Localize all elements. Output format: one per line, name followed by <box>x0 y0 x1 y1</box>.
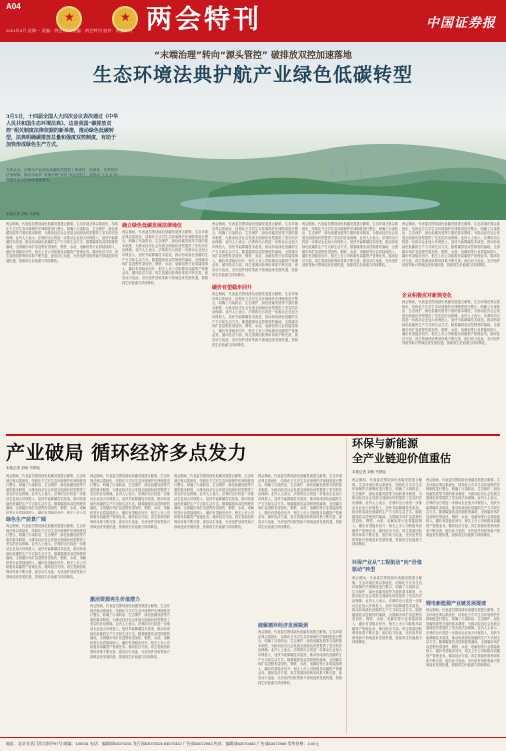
article2-subhead-2: 激活资源再生价值潜力 <box>90 597 141 603</box>
page-footer <box>0 737 506 751</box>
feature-body-col-4: 两会期间，代表委员围绕绿色低碳发展建言献策。生态环境法典以系统化、结构化方式对生态环境保护法律制度进行整合，明确了污染防治、生态保护、绿色低碳发展等方面的基本制度，为推动经济社会发展全面绿色转型提供了坚实的法治保障。业内人士表示，法典的出台将进一步推动企业加大环保投入，加快节能降碳技术改造，推动形成绿色低碳的生产方式和生活方式。随着碳排放双控制度的落地，全国碳市场扩容进程有望加快，钢铁、水泥、电解铝等行业将陆续纳入，碳价有望稳步回升，相关上市公司积极布局碳资产管理业务。循环经济方面，再生资源回收利用体系不断完善，废旧动力电池、光伏组件回收等新兴领域迎来发展机遇，资源再生价值潜力持续释放。 <box>402 222 500 268</box>
article3-body-3: 两会期间，代表委员围绕绿色低碳发展建言献策。生态环境法典以系统化、结构化方式对生态环境保护法律制度进行整合，明确了污染防治、生态保护、绿色低碳发展等方面的基本制度，为推动经济社会发展全面绿色转型提供了坚实的法治保障。业内人士表示，法典的出台将进一步推动企业加大环保投入，加快节能降碳技术改造，推动形成绿色低碳的生产方式和生活方式。随着碳排放双控制度的落地，全国碳市场扩容进程有望加快，钢铁、水泥、电解铝等行业将陆续纳入，碳价有望稳步回升，相关上市公司积极布局碳资产管理业务。循环经济方面，再生资源回收利用体系不断完善，废旧动力电池、光伏组件回收等新兴领域迎来发展机遇，资源再生价值潜力持续释放。 <box>426 478 500 538</box>
feature-body-col-2b: 两会期间，代表委员围绕绿色低碳发展建言献策。生态环境法典以系统化、结构化方式对生态环境保护法律制度进行整合，明确了污染防治、生态保护、绿色低碳发展等方面的基本制度，为推动经济社会发展全面绿色转型提供了坚实的法治保障。业内人士表示，法典的出台将进一步推动企业加大环保投入，加快节能降碳技术改造，推动形成绿色低碳的生产方式和生活方式。随着碳排放双控制度的落地，全国碳市场扩容进程有望加快，钢铁、水泥、电解铝等行业将陆续纳入，碳价有望稳步回升，相关上市公司积极布局碳资产管理业务。循环经济方面，再生资源回收利用体系不断完善，废旧动力电池、光伏组件回收等新兴领域迎来发展机遇，资源再生价值潜力持续释放。 <box>212 292 298 347</box>
feature-lead: 3月5日，十四届全国人大四次会议表决通过《中华人民共和国生态环境法典》。这是我国“碳排放双控”相关制度法律依据的新举措，推动绿色低碳转型，法典明确碳排放总量和强度双控制度，有助于加快形成绿色生产方式。 <box>6 114 118 148</box>
party-emblem-icon: ★ <box>112 6 138 32</box>
feature-subhead-3: 企业积极应对新规变化 <box>402 293 453 299</box>
feature-headline: 生态环境法典护航产业绿色低碳转型 <box>92 64 413 86</box>
article2-body-4: 两会期间，代表委员围绕绿色低碳发展建言献策。生态环境法典以系统化、结构化方式对生态环境保护法律制度进行整合，明确了污染防治、生态保护、绿色低碳发展等方面的基本制度，为推动经济社会发展全面绿色转型提供了坚实的法治保障。业内人士表示，法典的出台将进一步推动企业加大环保投入，加快节能降碳技术改造，推动形成绿色低碳的生产方式和生活方式。随着碳排放双控制度的落地，全国碳市场扩容进程有望加快，钢铁、水泥、电解铝等行业将陆续纳入，碳价有望稳步回升，相关上市公司积极布局碳资产管理业务。循环经济方面，再生资源回收利用体系不断完善，废旧动力电池、光伏组件回收等新兴领域迎来发展机遇，资源再生价值潜力持续释放。 <box>90 604 170 659</box>
article2-subhead-3: 破解循环经济发展瓶颈 <box>258 623 309 629</box>
article3-body-1: 两会期间，代表委员围绕绿色低碳发展建言献策。生态环境法典以系统化、结构化方式对生态环境保护法律制度进行整合，明确了污染防治、生态保护、绿色低碳发展等方面的基本制度，为推动经济社会发展全面绿色转型提供了坚实的法治保障。业内人士表示，法典的出台将进一步推动企业加大环保投入，加快节能降碳技术改造，推动形成绿色低碳的生产方式和生活方式。随着碳排放双控制度的落地，全国碳市场扩容进程有望加快，钢铁、水泥、电解铝等行业将陆续纳入，碳价有望稳步回升，相关上市公司积极布局碳资产管理业务。循环经济方面，再生资源回收利用体系不断完善，废旧动力电池、光伏组件回收等新兴领域迎来发展机遇，资源再生价值潜力持续释放。 <box>352 478 422 547</box>
feature-subhead-2: 碳价有望稳步回升 <box>212 285 253 291</box>
feature-subhead-1: 确立绿色低碳发展法律地位 <box>122 223 183 229</box>
feature-kicker: “末端治理”转向“源头管控” 破排放双控加速落地 <box>154 51 352 61</box>
article2-body-1: 两会期间，代表委员围绕绿色低碳发展建言献策。生态环境法典以系统化、结构化方式对生态环境保护法律制度进行整合，明确了污染防治、生态保护、绿色低碳发展等方面的基本制度，为推动经济社会发展全面绿色转型提供了坚实的法治保障。业内人士表示，法典的出台将进一步推动企业加大环保投入，加快节能降碳技术改造，推动形成绿色低碳的生产方式和生活方式。随着碳排放双控制度的落地，全国碳市场扩容进程有望加快，钢铁、水泥、电解铝等行业将陆续纳入，碳价有望稳步回升，相关上市公司 <box>6 474 86 514</box>
page-header <box>0 0 506 42</box>
feature-body-col-2: 两会期间，代表委员围绕绿色低碳发展建言献策。生态环境法典以系统化、结构化方式对生态环境保护法律制度进行整合，明确了污染防治、生态保护、绿色低碳发展等方面的基本制度，为推动经济社会发展全面绿色转型提供了坚实的法治保障。业内人士表示，法典的出台将进一步推动企业加大环保投入，加快节能降碳技术改造，推动形成绿色低碳的生产方式和生活方式。随着碳排放双控制度的落地，全国碳市场扩容进程有望加快，钢铁、水泥、电解铝等行业将陆续纳入，碳价有望稳步回升，相关上市公司积极布局碳资产管理业务。循环经济方面，再生资源回收利用体系不断完善，废旧动力电池、光伏组件回收等新兴领域迎来发展机遇，资源再生价值潜力持续释放。 <box>212 222 298 277</box>
article3-byline: 本报记者 刘杨 韦梦瑶 <box>352 470 386 474</box>
feature-body-col-3: 两会期间，代表委员围绕绿色低碳发展建言献策。生态环境法典以系统化、结构化方式对生态环境保护法律制度进行整合，明确了污染防治、生态保护、绿色低碳发展等方面的基本制度，为推动经济社会发展全面绿色转型提供了坚实的法治保障。业内人士表示，法典的出台将进一步推动企业加大环保投入，加快节能降碳技术改造，推动形成绿色低碳的生产方式和生活方式。随着碳排放双控制度的落地，全国碳市场扩容进程有望加快，钢铁、水泥、电解铝等行业将陆续纳入，碳价有望稳步回升，相关上市公司积极布局碳资产管理业务。循环经济方面，再生资源回收利用体系不断完善，废旧动力电池、光伏组件回收等新兴领域迎来发展机遇，资源再生价值潜力持续释放。 <box>302 222 398 268</box>
article3-body-4: 两会期间，代表委员围绕绿色低碳发展建言献策。生态环境法典以系统化、结构化方式对生态环境保护法律制度进行整合，明确了污染防治、生态保护、绿色低碳发展等方面的基本制度，为推动经济社会发展全面绿色转型提供了坚实的法治保障。业内人士表示，法典的出台将进一步推动企业加大环保投入，加快节能降碳技术改造，推动形成绿色低碳的生产方式和生活方式。随着碳排放双控制度的落地，全国碳市场扩容进程有望加快，钢铁、水泥、电解铝等行业将陆续纳入，碳价有望稳步回升，相关上市公司积极布局碳资产管理业务。循环经济方面，再生资源回收利用体系不断完善，废旧动力电池、光伏组件回收等新兴领域迎来发展机遇，资源再生价值潜力持续释放。 <box>426 608 500 668</box>
article2-title: 产业破局 循环经济多点发力 <box>6 442 248 464</box>
feature-body-col-0: 两会期间，代表委员围绕绿色低碳发展建言献策。生态环境法典以系统化、结构化方式对生态环境保护法律制度进行整合，明确了污染防治、生态保护、绿色低碳发展等方面的基本制度，为推动经济社会发展全面绿色转型提供了坚实的法治保障。业内人士表示，法典的出台将进一步推动企业加大环保投入，加快节能降碳技术改造，推动形成绿色低碳的生产方式和生活方式。随着碳排放双控制度的落地，全国碳市场扩容进程有望加快，钢铁、水泥、电解铝等行业将陆续纳入，碳价有望稳步回升，相关上市公司积极布局碳资产管理业务。循环经济方面，再生资源回收利用体系不断完善，废旧动力电池、光伏组件回收等新兴领域迎来发展机遇，资源再生价值潜力持续释放。 <box>6 222 118 263</box>
article3-title: 环保与新能源 全产业链迎价值重估 <box>352 437 451 465</box>
article2-subhead-1: 绿色生产前景广阔 <box>6 517 47 523</box>
national-emblem-icon: ★ <box>56 6 82 32</box>
article2-body-6: 两会期间，代表委员围绕绿色低碳发展建言献策。生态环境法典以系统化、结构化方式对生态环境保护法律制度进行整合，明确了污染防治、生态保护、绿色低碳发展等方面的基本制度，为推动经济社会发展全面绿色转型提供了坚实的法治保障。业内人士表示，法典的出台将进一步推动企业加大环保投入，加快节能降碳技术改造，推动形成绿色低碳的生产方式和生活方式。随着碳排放双控制度的落地，全国碳市场扩容进程有望加快，钢铁、水泥、电解铝等行业将陆续纳入，碳价有望稳步回升，相关上市公司积极布局碳资产管理业务。循环经济方面，再生资源回收利用体系不断完善，废旧动力电池、光伏组件回收等新兴领域迎来发展机遇，资源再生价值潜力持续释放。 <box>258 474 342 529</box>
feature-byline: 本报记者 刘杨 韦梦瑶 <box>6 212 40 216</box>
article2-byline: 本报记者 刘杨 韦梦瑶 <box>6 466 40 470</box>
footer-contact: 地址：北京宣武门西大街甲97号 邮编：100031 电话：编辑部63070251 发行部63070326 63070322 广告部63072963 传真：编辑部63070483 广告部63072969 零售价格：4.00元 <box>6 741 320 746</box>
feature-lead-note: 专家认为，法典为产业绿色低碳转型提供了系统性、权威性、长效性的法治保障，推动市场从“末端治理”转向“源头管控”，并推动“十五五”时期碳排放双控制度落地落实。 <box>6 168 118 183</box>
masthead-logo: 中国证券报 <box>425 16 496 31</box>
article3-subhead-2: 锂电新能源产业链发展提速 <box>426 601 487 607</box>
feature-body-col-1: 两会期间，代表委员围绕绿色低碳发展建言献策。生态环境法典以系统化、结构化方式对生态环境保护法律制度进行整合，明确了污染防治、生态保护、绿色低碳发展等方面的基本制度，为推动经济社会发展全面绿色转型提供了坚实的法治保障。业内人士表示，法典的出台将进一步推动企业加大环保投入，加快节能降碳技术改造，推动形成绿色低碳的生产方式和生活方式。随着碳排放双控制度的落地，全国碳市场扩容进程有望加快，钢铁、水泥、电解铝等行业将陆续纳入，碳价有望稳步回升，相关上市公司积极布局碳资产管理业务。循环经济方面，再生资源回收利用体系不断完善，废旧动力电池、光伏组件回收等新兴领域迎来发展机遇，资源再生价值潜力持续释放。 <box>122 230 208 285</box>
article3-subhead-1: 环保产业从“工程驱动”向“价值驱动”转型 <box>352 560 422 573</box>
article2-body-3: 两会期间，代表委员围绕绿色低碳发展建言献策。生态环境法典以系统化、结构化方式对生态环境保护法律制度进行整合，明确了污染防治、生态保护、绿色低碳发展等方面的基本制度，为推动经济社会发展全面绿色转型提供了坚实的法治保障。业内人士表示，法典的出台将进一步推动企业加大环保投入，加快节能降碳技术改造，推动形成绿色低碳的生产方式和生活方式。随着碳排放双控制度的落地，全国碳市场扩容进程有望加快，钢铁、水泥、电解铝等行业将陆续纳入，碳价有望稳步回升，相关上市公司积极布局碳资产管理业务。循环经济方面，再生资源回收利用体系不断完善，废旧动力电池、光伏组件回收等新兴领域迎来发展机遇，资源再生价值潜力持续释放。 <box>90 474 170 529</box>
article2-body-5: 两会期间，代表委员围绕绿色低碳发展建言献策。生态环境法典以系统化、结构化方式对生态环境保护法律制度进行整合，明确了污染防治、生态保护、绿色低碳发展等方面的基本制度，为推动经济社会发展全面绿色转型提供了坚实的法治保障。业内人士表示，法典的出台将进一步推动企业加大环保投入，加快节能降碳技术改造，推动形成绿色低碳的生产方式和生活方式。随着碳排放双控制度的落地，全国碳市场扩容进程有望加快，钢铁、水泥、电解铝等行业将陆续纳入，碳价有望稳步回升，相关上市公司积极布局碳资产管理业务。循环经济方面，再生资源回收利用体系不断完善，废旧动力电池、光伏组件回收等新兴领域迎来发展机遇，资源再生价值潜力持续释放。 <box>174 474 254 529</box>
article3-body-2: 两会期间，代表委员围绕绿色低碳发展建言献策。生态环境法典以系统化、结构化方式对生态环境保护法律制度进行整合，明确了污染防治、生态保护、绿色低碳发展等方面的基本制度，为推动经济社会发展全面绿色转型提供了坚实的法治保障。业内人士表示，法典的出台将进一步推动企业加大环保投入，加快节能降碳技术改造，推动形成绿色低碳的生产方式和生活方式。随着碳排放双控制度的落地，全国碳市场扩容进程有望加快，钢铁、水泥、电解铝等行业将陆续纳入，碳价有望稳步回升，相关上市公司积极布局碳资产管理业务。循环经济方面，再生资源回收利用体系不断完善，废旧动力电池、光伏组件回收等新兴领域迎来发展机遇，资源再生价值潜力持续释放。 <box>352 576 422 645</box>
article2-body-7: 两会期间，代表委员围绕绿色低碳发展建言献策。生态环境法典以系统化、结构化方式对生态环境保护法律制度进行整合，明确了污染防治、生态保护、绿色低碳发展等方面的基本制度，为推动经济社会发展全面绿色转型提供了坚实的法治保障。业内人士表示，法典的出台将进一步推动企业加大环保投入，加快节能降碳技术改造，推动形成绿色低碳的生产方式和生活方式。随着碳排放双控制度的落地，全国碳市场扩容进程有望加快，钢铁、水泥、电解铝等行业将陆续纳入，碳价有望稳步回升，相关上市公司积极布局碳资产管理业务。循环经济方面，再生资源回收利用体系不断完善，废旧动力电池、光伏组件回收等新兴领域迎来发展机遇，资源再生价值潜力持续释放。 <box>258 630 342 685</box>
article2-body-2: 两会期间，代表委员围绕绿色低碳发展建言献策。生态环境法典以系统化、结构化方式对生态环境保护法律制度进行整合，明确了污染防治、生态保护、绿色低碳发展等方面的基本制度，为推动经济社会发展全面绿色转型提供了坚实的法治保障。业内人士表示，法典的出台将进一步推动企业加大环保投入，加快节能降碳技术改造，推动形成绿色低碳的生产方式和生活方式。随着碳排放双控制度的落地，全国碳市场扩容进程有望加快，钢铁、水泥、电解铝等行业将陆续纳入，碳价有望稳步回升，相关上市公司积极布局碳资产管理业务。循环经济方面，再生资源回收利用体系不断完善，废旧动力电池、光伏组件回收等新兴领域迎来发展机遇，资源再生价值潜力持续释放。 <box>6 524 86 579</box>
section-title: 两会特刊 <box>146 5 263 35</box>
header-dateline: 2021年3月 星期一 责编：两会特刊 美编：两会特刊 校对：两会特刊 <box>6 28 133 33</box>
column-divider <box>346 438 347 734</box>
page-number: A04 <box>6 2 21 11</box>
feature-body-col-5: 两会期间，代表委员围绕绿色低碳发展建言献策。生态环境法典以系统化、结构化方式对生态环境保护法律制度进行整合，明确了污染防治、生态保护、绿色低碳发展等方面的基本制度，为推动经济社会发展全面绿色转型提供了坚实的法治保障。业内人士表示，法典的出台将进一步推动企业加大环保投入，加快节能降碳技术改造，推动形成绿色低碳的生产方式和生活方式。随着碳排放双控制度的落地，全国碳市场扩容进程有望加快，钢铁、水泥、电解铝等行业将陆续纳入，碳价有望稳步回升，相关上市公司积极布局碳资产管理业务。循环经济方面，再生资源回收利用体系不断完善，废旧动力电池、光伏组件回收等新兴领域迎来发展机遇，资源再生价值潜力持续释放。 <box>402 300 500 346</box>
